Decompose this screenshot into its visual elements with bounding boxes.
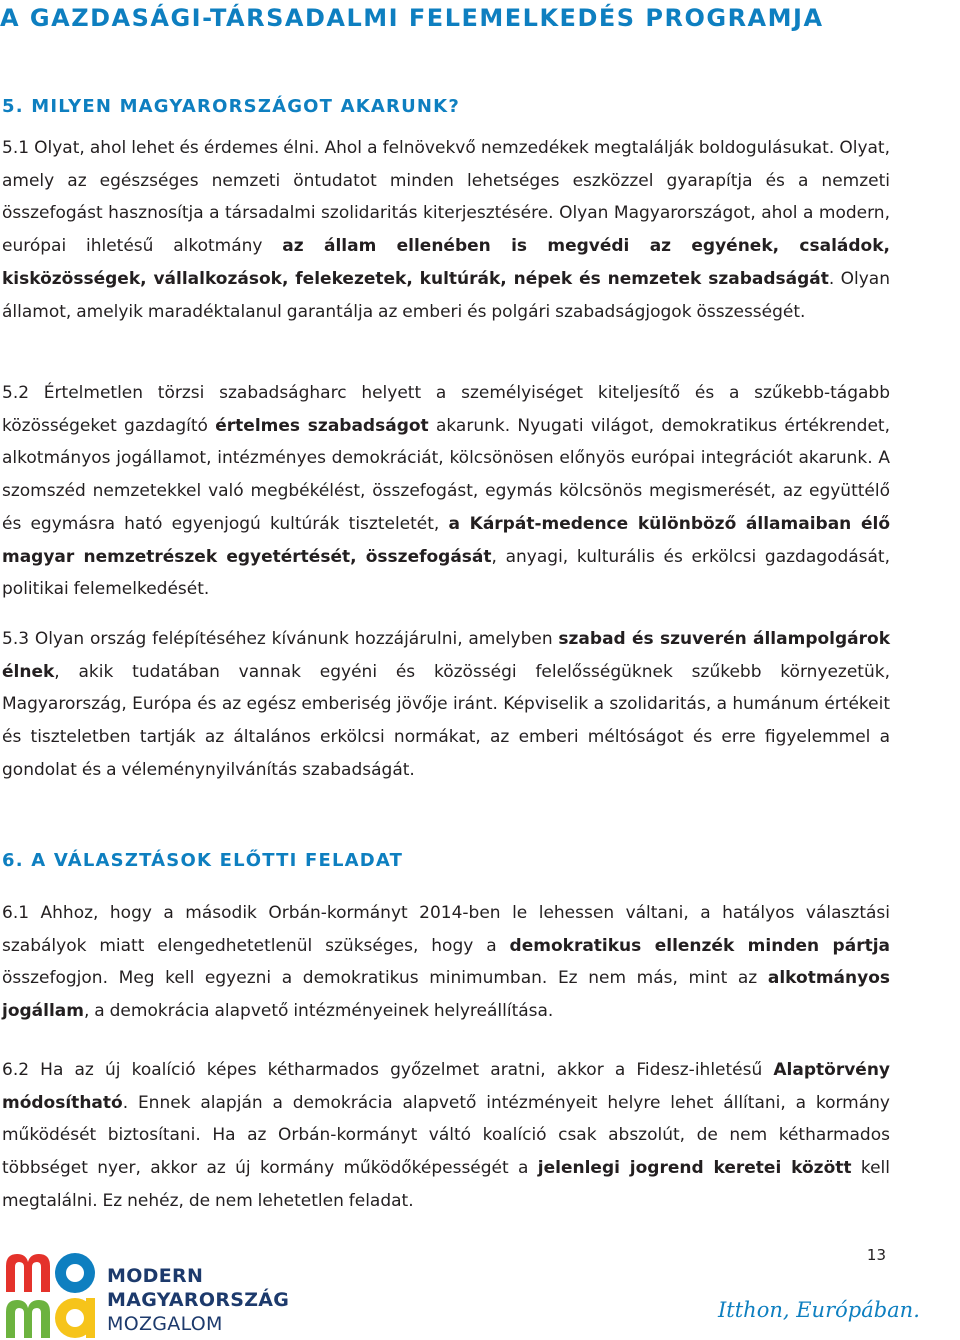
paragraph-text: 5.2 Értelmetlen törzsi szabadságharc helyett a személyiséget kiteljesítő és a szűkebb-tágabb közösségeket gazdagító xyxy=(2,383,890,436)
paragraph-text: , anyagi, kulturális és erkölcsi gazdagodását, politikai felemelkedését. xyxy=(2,546,890,600)
paragraph-text: 5.3 Olyan ország felépítéséhez kívánunk hozzájárulni, amelyben xyxy=(2,629,559,649)
emphasis-text: jelenlegi jogrend keretei között xyxy=(537,1158,852,1179)
paragraph-6-1 xyxy=(2,897,890,1028)
emphasis-text: a Kárpát-medence különböző államaiban élő magyar nemzetrészek egyetértését, összefogását xyxy=(2,513,890,567)
paragraph-text: összefogjon. Meg kell egyezni a demokratikus minimumban. Ez nem más, mint az xyxy=(2,968,768,989)
emphasis-text: demokratikus ellenzék minden pártja xyxy=(509,935,890,956)
section-6-heading: 6. A VÁLASZTÁSOK ELŐTTI FELADAT xyxy=(2,850,404,871)
logo-wordmark xyxy=(107,1264,289,1336)
logo-line-modern: MODERN xyxy=(107,1265,204,1287)
paragraph-text: akarunk. Nyugati világot, demokratikus értékrendet, alkotmányos jogállamot, intézményes demokráciát, kölcsönösen előnyös európai integrációt akarunk. A szomszéd nemzetekkel való megbékélést, összefogást, egymás kölcsönös megismerését, az együttélő és egymásra ható egyenjogú kultúrák tiszteletét, xyxy=(2,415,890,534)
emphasis-text: alkotmányos jogállam xyxy=(2,968,890,1022)
emphasis-text: szabad és szuverén állampolgárok élnek xyxy=(2,629,890,682)
modern-magyarorszag-logo-icon xyxy=(4,1248,100,1340)
page-number: 13 xyxy=(866,1246,886,1264)
logo-line-mozgalom: MOZGALOM xyxy=(107,1313,223,1335)
paragraph-text: . Olyan államot, amelyik maradéktalanul garantálja az emberi és polgári szabadságjogok összességét. xyxy=(2,268,891,322)
paragraph-text: , a demokrácia alapvető intézményeinek helyreállítása. xyxy=(84,1001,554,1022)
section-5-heading: 5. MILYEN MAGYARORSZÁGOT AKARUNK? xyxy=(2,96,460,117)
paragraph-5-1 xyxy=(2,132,890,328)
paragraph-5-3 xyxy=(2,623,890,787)
paragraph-text: 6.2 Ha az új koalíció képes kétharmados győzelmet aratni, akkor a Fidesz-ihletésű xyxy=(2,1060,774,1080)
paragraph-text: 5.1 Olyat, ahol lehet és érdemes élni. Ahol a felnövekvő nemzedékek megtalálják boldogulásukat. Olyat, amely az egészséges nemzeti öntudatot minden lehetséges eszközzel gyarapítja és a nemzeti összefogást hasznosítja a társadalmi szolidaritás kiterjesztésére. Olyan Magyarországot, ahol a modern, európai ihletésű alkotmány xyxy=(2,138,890,257)
page-footer xyxy=(0,1240,960,1340)
slogan: Itthon, Európában. xyxy=(718,1298,920,1322)
paragraph-5-2 xyxy=(2,377,890,606)
paragraph-text: , akik tudatában vannak egyéni és közösségi felelősségüknek szűkebb környezetük, Magyarország, Európa és az egész emberiség jövője iránt. Képviselik a szolidaritás, a humánum értékeit és tiszteletben tartják az általános erkölcsi normákat, az emberi méltóságot és erre figyelemmel a gondolat és a véleménynyilvánítás szabadságát. xyxy=(2,661,890,780)
paragraph-text: kell megtalálni. Ez nehéz, de nem lehetetlen feladat. xyxy=(2,1158,890,1211)
emphasis-text: az állam ellenében is megvédi az egyének, családok, kisközösségek, vállalkozások, felekezetek, kultúrák, népek és nemzetek szabadságát xyxy=(2,236,890,289)
logo-line-magyarorszag: MAGYARORSZÁG xyxy=(107,1289,290,1311)
emphasis-text: értelmes szabadságot xyxy=(215,415,429,436)
document-title: A GAZDASÁGI-TÁRSADALMI FELEMELKEDÉS PROGRAMJA xyxy=(0,4,824,32)
paragraph-text: . Ennek alapján a demokrácia alapvető intézményeit helyre lehet állítani, a kormány működését biztosítani. Ha az Orbán-kormányt váltó koalíció csak abszolút, de nem kétharmados többséget nyer, akkor az új kormány működőképességét a xyxy=(2,1092,890,1179)
paragraph-text: 6.1 Ahhoz, hogy a második Orbán-kormányt 2014-ben le lehessen váltani, a hatályos választási szabályok miatt elengedhetetlenül szükséges, hogy a xyxy=(2,903,890,956)
emphasis-text: Alaptörvény módosítható xyxy=(2,1060,890,1113)
paragraph-6-2 xyxy=(2,1054,890,1218)
